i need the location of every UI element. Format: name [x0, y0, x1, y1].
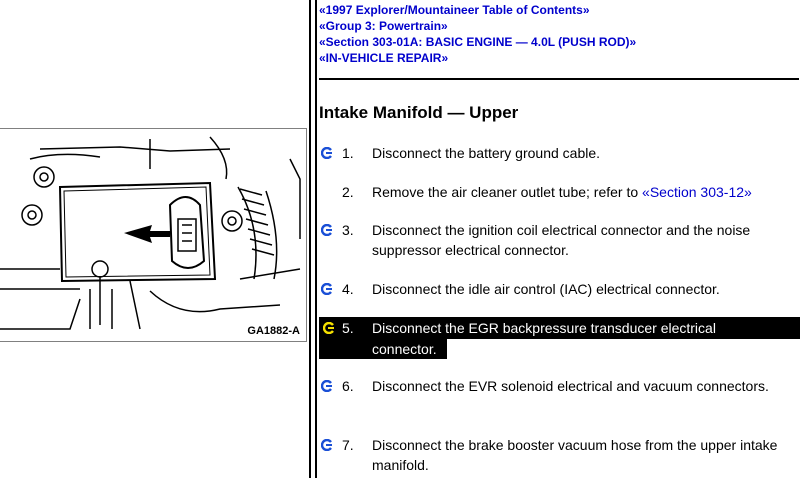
step-text: Disconnect the brake booster vacuum hose from the upper intake manifold.	[372, 437, 778, 473]
engine-drawing	[0, 129, 306, 341]
step-number: 5.	[342, 320, 354, 336]
breadcrumb	[319, 2, 636, 66]
content-pane	[317, 0, 800, 478]
section-303-12-link[interactable]: «Section 303-12»	[642, 184, 752, 200]
tool-marker-icon[interactable]	[321, 283, 333, 295]
tool-marker-icon[interactable]	[321, 224, 333, 236]
step-number: 3.	[342, 222, 354, 238]
step-5-selected[interactable]	[319, 317, 800, 339]
illustration-pane	[0, 0, 309, 478]
breadcrumb-table-of-contents[interactable]: «1997 Explorer/Mountaineer Table of Contents»	[319, 3, 590, 17]
tool-marker-icon[interactable]	[321, 439, 333, 451]
step-6	[317, 376, 800, 416]
step-text	[372, 182, 797, 202]
step-text: Disconnect the EVR solenoid electrical and vacuum connectors.	[372, 378, 769, 394]
step-1	[317, 143, 800, 163]
step-text: Disconnect the ignition coil electrical connector and the noise suppressor electrical connector.	[372, 222, 751, 258]
tool-marker-icon[interactable]	[321, 380, 333, 392]
step-number: 2.	[342, 184, 354, 200]
step-text: Disconnect the idle air control (IAC) electrical connector.	[372, 281, 720, 297]
figure-caption: GA1882-A	[247, 325, 300, 337]
step-5-selected-line-2[interactable]	[319, 339, 447, 359]
step-number: 4.	[342, 281, 354, 297]
step-2	[317, 182, 800, 202]
engine-illustration[interactable]	[0, 128, 307, 342]
step-text-continued: connector.	[372, 341, 437, 357]
step-text-body: Remove the air cleaner outlet tube; refer to	[372, 184, 643, 200]
page-title: Intake Manifold — Upper	[319, 103, 519, 122]
step-3	[317, 220, 800, 260]
tool-marker-icon[interactable]	[321, 147, 333, 159]
step-4	[317, 279, 800, 299]
breadcrumb-group-3[interactable]: «Group 3: Powertrain»	[319, 19, 448, 33]
pane-splitter[interactable]	[309, 0, 317, 478]
tool-marker-icon[interactable]	[323, 322, 335, 334]
breadcrumb-section-303-01a[interactable]: «Section 303-01A: BASIC ENGINE — 4.0L (PUSH ROD)»	[319, 35, 637, 49]
step-text: Disconnect the battery ground cable.	[372, 145, 601, 161]
step-number: 6.	[342, 378, 354, 394]
divider	[319, 78, 799, 80]
step-text: Disconnect the EGR backpressure transducer electrical	[372, 320, 716, 336]
breadcrumb-in-vehicle-repair[interactable]: «IN-VEHICLE REPAIR»	[319, 51, 449, 65]
step-number: 7.	[342, 437, 354, 453]
step-7	[317, 435, 800, 475]
step-number: 1.	[342, 145, 354, 161]
